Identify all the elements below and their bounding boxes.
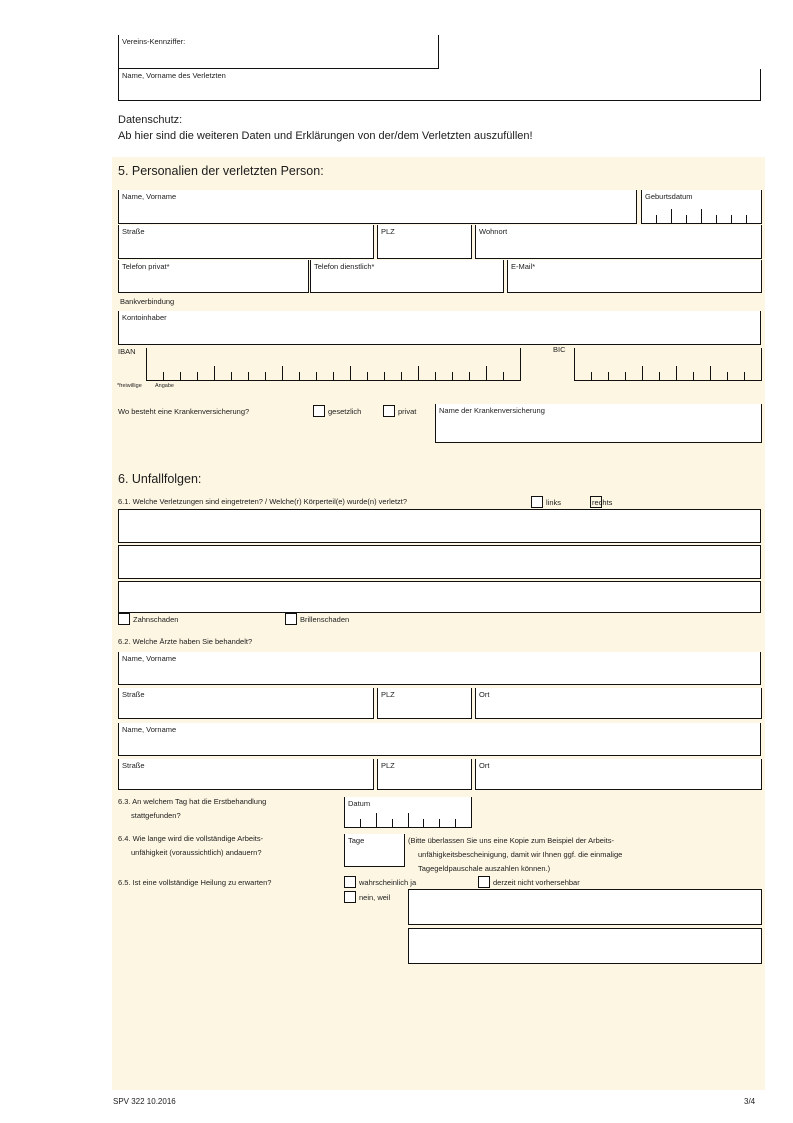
telefon-privat-field[interactable] [118,260,309,293]
brillenschaden-label: Brillenschaden [300,615,350,624]
doctor2-plz-field[interactable] [377,759,472,790]
tage-label: Tage [348,836,365,845]
nein-weil-answer-box-2[interactable] [408,928,762,964]
doctor1-name-label: Name, Vorname [122,654,177,663]
question-6-2: 6.2. Welche Ärzte haben Sie behandelt? [118,637,253,646]
iban-comb-field[interactable] [146,348,521,381]
derzeit-checkbox[interactable] [478,876,490,888]
derzeit-label: derzeit nicht vorhersehbar [493,878,580,887]
doctor1-strasse-label: Straße [122,690,145,699]
email-field[interactable] [507,260,762,293]
footnote-mark: *freiwillige [117,383,142,389]
question-6-3-line1: 6.3. An welchem Tag hat die Erstbehandlung [118,797,267,806]
question-6-4-line1: 6.4. Wie lange wird die vollständige Arbeits- [118,834,264,843]
geburtsdatum-field[interactable] [641,190,762,224]
datum-field[interactable] [344,797,472,828]
insurance-name-field[interactable] [435,404,762,443]
tage-field[interactable] [344,834,405,867]
section6-title: 6. Unfallfolgen: [118,472,202,486]
doctor2-name-field[interactable] [118,723,761,756]
links-checkbox[interactable] [531,496,543,508]
doctor2-name-label: Name, Vorname [122,725,177,734]
doctor2-strasse-field[interactable] [118,759,374,790]
nein-weil-answer-box-1[interactable] [408,889,762,925]
rechts-checkbox[interactable] [590,496,602,508]
brillenschaden-checkbox[interactable] [285,613,297,625]
datenschutz-text: Ab hier sind die weiteren Daten und Erklärungen von der/dem Verletzten auszufüllen! [118,130,533,142]
person-wohnort-label: Wohnort [479,227,508,236]
vereins-kennziffer-field[interactable] [118,35,439,69]
datenschutz-title: Datenschutz: [118,114,183,126]
note-line2: unfähigkeitsbescheinigung, damit wir Ihnen ggf. die einmalige [418,850,623,859]
nein-weil-label: nein, weil [359,893,391,902]
doctor1-strasse-field[interactable] [118,688,374,719]
telefon-dienstlich-field[interactable] [310,260,504,293]
footer-page-number: 3/4 [744,1097,756,1106]
doctor1-plz-field[interactable] [377,688,472,719]
question-6-1: 6.1. Welche Verletzungen sind eingetreten? / Welche(r) Körperteil(e) wurde(n) verletzt? [118,497,408,506]
links-label: links [546,498,562,507]
email-label: E-Mail* [511,262,536,271]
geburtsdatum-label: Geburtsdatum [645,192,693,201]
wahrscheinlich-ja-label: wahrscheinlich ja [359,878,417,887]
nein-weil-checkbox[interactable] [344,891,356,903]
doctor2-strasse-label: Straße [122,761,145,770]
iban-label: IBAN [118,347,136,356]
person-wohnort-field[interactable] [475,225,762,259]
name-verletzter-field[interactable] [118,69,761,101]
injury-answer-box-2[interactable] [118,545,761,579]
question-6-5: 6.5. Ist eine vollständige Heilung zu erwarten? [118,878,272,887]
gesetzlich-checkbox[interactable] [313,405,325,417]
doctor1-ort-label: Ort [479,690,490,699]
telefon-privat-label: Telefon privat* [122,262,170,271]
vereins-kennziffer-label: Vereins-Kennziffer: [122,37,186,46]
privat-label: privat [398,407,417,416]
geburtsdatum-comb [642,209,761,223]
injury-answer-box-1[interactable] [118,509,761,543]
wahrscheinlich-ja-checkbox[interactable] [344,876,356,888]
zahnschaden-checkbox[interactable] [118,613,130,625]
person-strasse-field[interactable] [118,225,374,259]
telefon-dienstlich-label: Telefon dienstlich* [314,262,375,271]
doctor1-plz-label: PLZ [381,690,395,699]
kontoinhaber-field[interactable] [118,311,761,345]
person-name-label: Name, Vorname [122,192,177,201]
bankverbindung-label: Bankverbindung [120,297,175,306]
section5-title: 5. Personalien der verletzten Person: [118,164,324,178]
question-6-3-line2: stattgefunden? [131,811,181,820]
note-line1: (Bitte überlassen Sie uns eine Kopie zum Beispiel der Arbeits- [408,836,614,845]
doctor2-ort-label: Ort [479,761,490,770]
bic-label: BIC [553,345,566,354]
person-name-field[interactable] [118,190,637,224]
insurance-name-label: Name der Krankenversicherung [439,406,545,415]
bic-comb-field[interactable] [574,348,762,381]
zahnschaden-label: Zahnschaden [133,615,179,624]
gesetzlich-label: gesetzlich [328,407,362,416]
doctor1-ort-field[interactable] [475,688,762,719]
kontoinhaber-label: Kontoinhaber [122,313,167,322]
person-strasse-label: Straße [122,227,145,236]
person-plz-field[interactable] [377,225,472,259]
name-verletzter-label: Name, Vorname des Verletzten [122,71,226,80]
doctor1-name-field[interactable] [118,652,761,685]
rechts-label: rechts [592,498,613,507]
footnote-word: Angabe [155,383,174,389]
footer-form-code: SPV 322 10.2016 [113,1097,176,1106]
question-6-4-line2: unfähigkeit (voraussichtlich) andauern? [131,848,262,857]
injury-answer-box-3[interactable] [118,581,761,613]
doctor2-plz-label: PLZ [381,761,395,770]
doctor2-ort-field[interactable] [475,759,762,790]
note-line3: Tagegeldpauschale auszahlen können.) [418,864,551,873]
insurance-question: Wo besteht eine Krankenversicherung? [118,407,250,416]
datum-label: Datum [348,799,371,808]
datum-comb [345,813,471,827]
privat-checkbox[interactable] [383,405,395,417]
person-plz-label: PLZ [381,227,395,236]
